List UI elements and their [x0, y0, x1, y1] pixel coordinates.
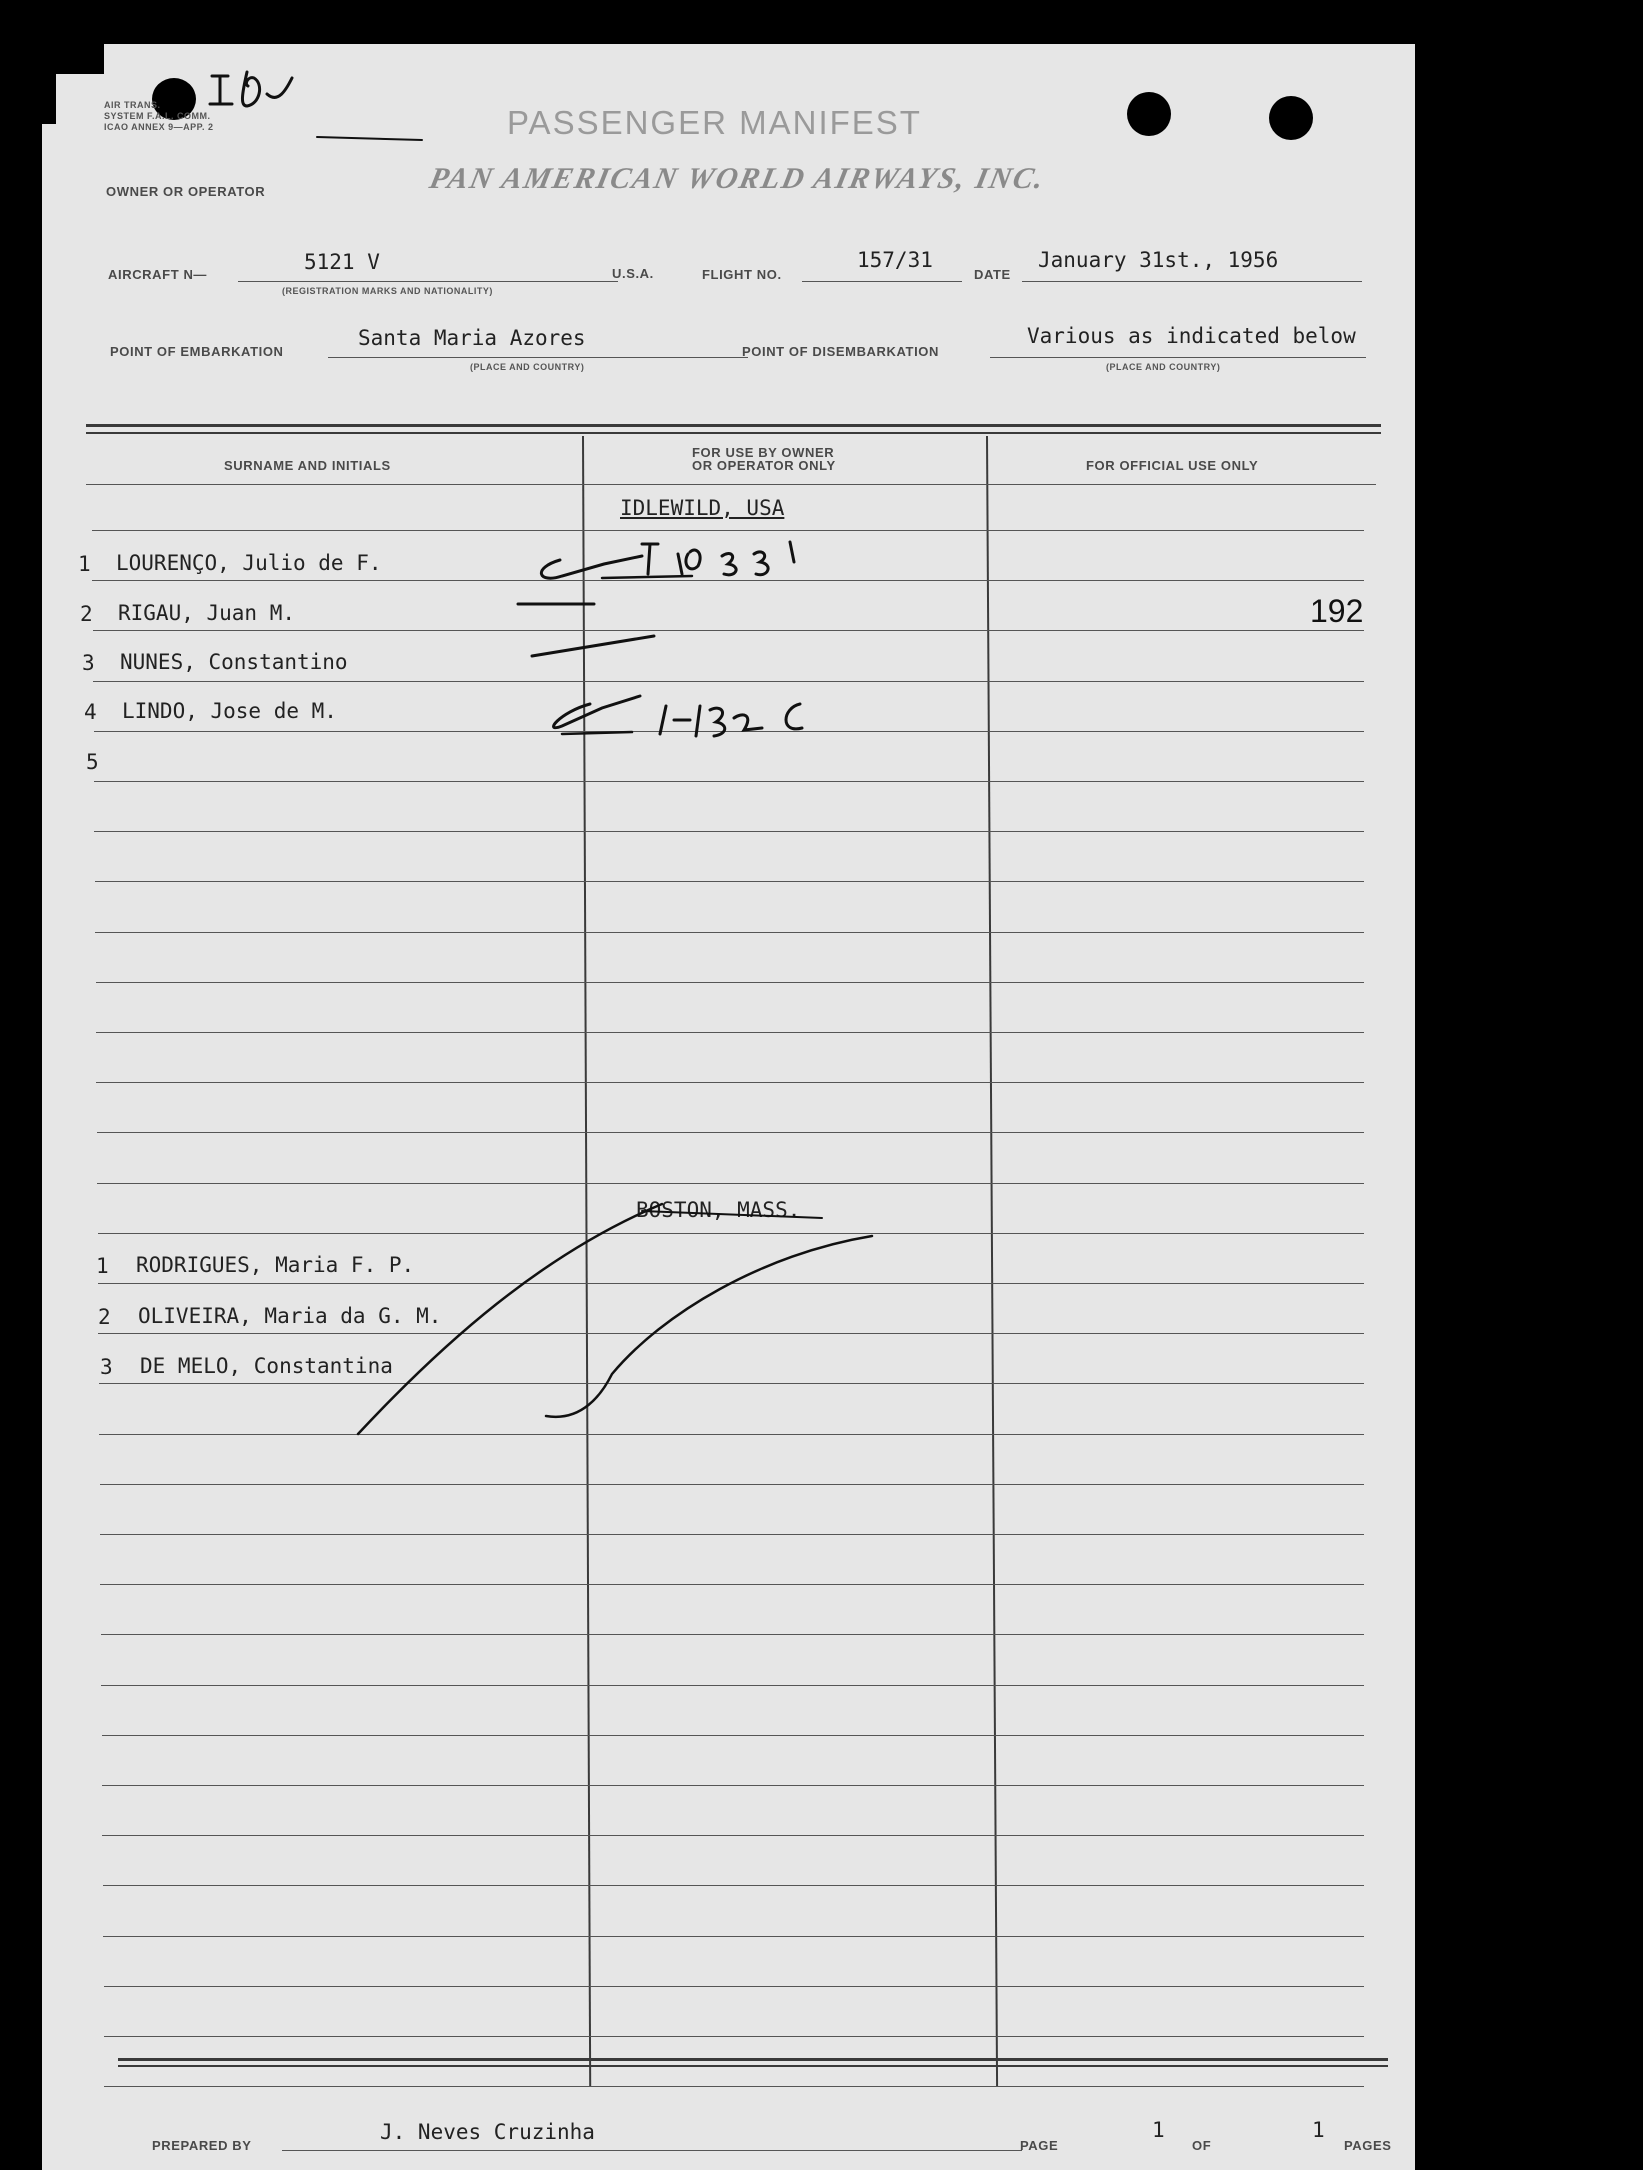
official-number: 192 — [1310, 593, 1364, 629]
group-destination-boston: BOSTON, MASS. — [636, 1198, 801, 1222]
passenger-name: DE MELO, Constantina — [140, 1354, 393, 1378]
page-total: 1 — [1312, 2118, 1325, 2142]
passenger-name: LOURENÇO, Julio de F. — [116, 551, 382, 575]
passenger-num: 1 — [78, 552, 91, 576]
aircraft-value: 5121 V — [304, 250, 380, 274]
passenger-num: 3 — [82, 651, 95, 675]
passenger-name: NUNES, Constantino — [120, 650, 348, 674]
page-label: PAGE — [1020, 2138, 1059, 2153]
passenger-num: 2 — [80, 602, 93, 626]
pages-label: PAGES — [1344, 2138, 1392, 2153]
col-header-surname: SURNAME AND INITIALS — [224, 458, 391, 473]
col-header-owner-2: OR OPERATOR ONLY — [692, 458, 836, 473]
form-code-2: SYSTEM F.A.L. COMM. — [104, 111, 211, 121]
prepared-by-label: PREPARED BY — [152, 2138, 252, 2153]
embarkation-label: POINT OF EMBARKATION — [110, 344, 284, 359]
passenger-num: 2 — [98, 1305, 111, 1329]
col-header-official: FOR OFFICIAL USE ONLY — [1086, 458, 1259, 473]
flight-value: 157/31 — [857, 248, 933, 272]
col-header-owner-1: FOR USE BY OWNER — [692, 445, 835, 460]
page-title: PASSENGER MANIFEST — [507, 104, 922, 141]
usa-label: U.S.A. — [612, 266, 654, 281]
passenger-num: 5 — [86, 750, 99, 774]
date-value: January 31st., 1956 — [1038, 248, 1279, 272]
page-number: 1 — [1152, 2118, 1165, 2142]
aircraft-label: AIRCRAFT N— — [108, 267, 208, 282]
of-label: OF — [1192, 2138, 1212, 2153]
group-destination-idlewild: IDLEWILD, USA — [620, 496, 785, 520]
passenger-num: 3 — [100, 1355, 113, 1379]
operator-name: PAN AMERICAN WORLD AIRWAYS, INC. — [426, 162, 1049, 195]
manifest-page — [42, 44, 1415, 2170]
passenger-name: OLIVEIRA, Maria da G. M. — [138, 1304, 442, 1328]
form-code-1: AIR TRANS. — [104, 100, 161, 110]
passenger-name: LINDO, Jose de M. — [122, 699, 337, 723]
passenger-name: RIGAU, Juan M. — [118, 601, 296, 625]
disembarkation-caption: (PLACE AND COUNTRY) — [1106, 362, 1221, 372]
passenger-num: 4 — [84, 700, 97, 724]
passenger-num: 1 — [96, 1254, 109, 1278]
flight-label: FLIGHT NO. — [702, 267, 782, 282]
date-label: DATE — [974, 267, 1011, 282]
handwritten-marks — [42, 44, 1415, 2170]
owner-operator-label: OWNER OR OPERATOR — [106, 184, 266, 199]
prepared-by-value: J. Neves Cruzinha — [380, 2120, 595, 2144]
disembarkation-value: Various as indicated below — [1027, 324, 1356, 348]
disembarkation-label: POINT OF DISEMBARKATION — [742, 344, 939, 359]
aircraft-caption: (REGISTRATION MARKS AND NATIONALITY) — [282, 286, 493, 296]
form-code-3: ICAO ANNEX 9—APP. 2 — [104, 122, 214, 132]
embarkation-value: Santa Maria Azores — [358, 326, 586, 350]
passenger-name: RODRIGUES, Maria F. P. — [136, 1253, 415, 1277]
embarkation-caption: (PLACE AND COUNTRY) — [470, 362, 585, 372]
